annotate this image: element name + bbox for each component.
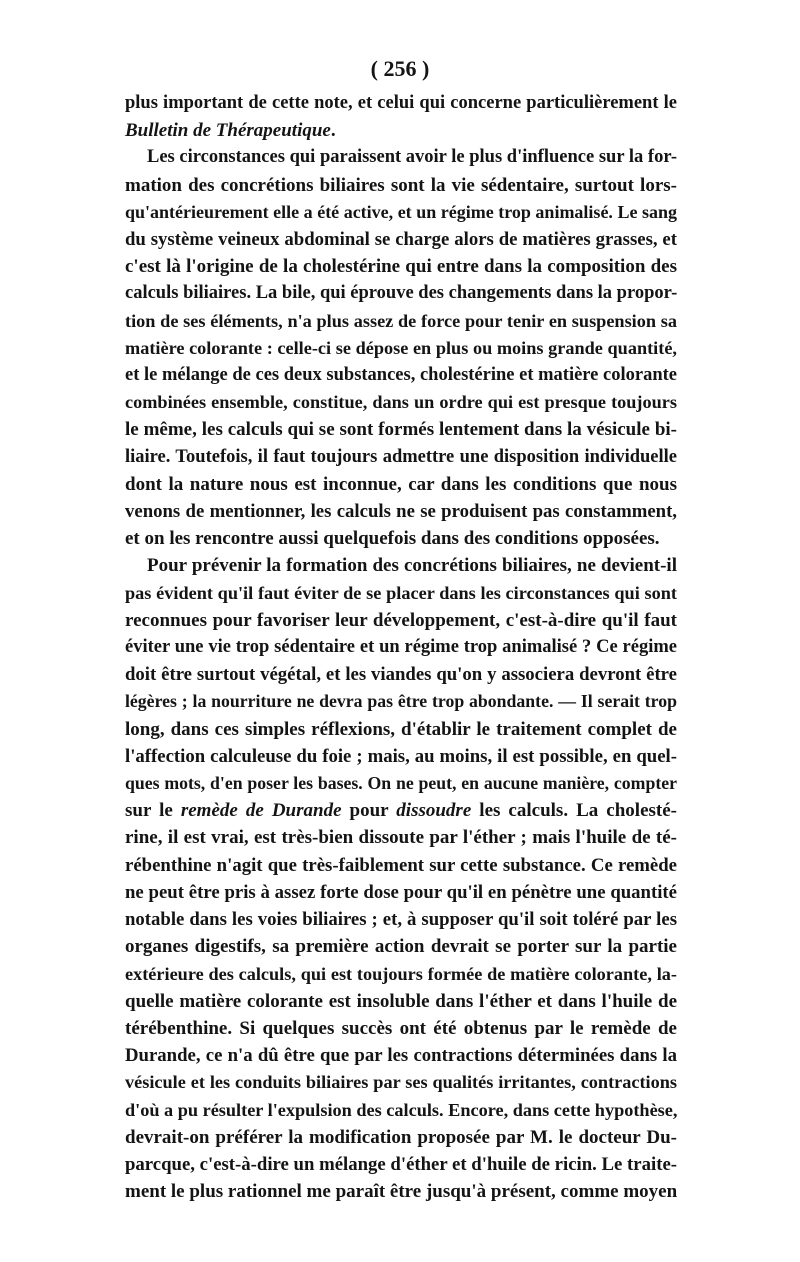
text-segment: ques mots, d'en poser les bases. On ne peut, en aucune manière, compter (125, 773, 677, 794)
text-segment: mation des concrétions biliaires sont la vie sédentaire, surtout lors- (125, 174, 677, 196)
text-segment: quelle matière colorante est insoluble dans l'éther et dans l'huile de (125, 990, 677, 1012)
text-line (125, 471, 677, 498)
text-segment: légères ; la nourriture ne devra pas être trop abondante. — Il serait trop (125, 691, 677, 712)
text-line (125, 852, 677, 879)
text-segment: reconnues pour favoriser leur développement, c'est-à-dire qu'il faut (125, 609, 677, 631)
text-line (125, 525, 677, 552)
text-segment: du système veineux abdominal se charge alors de matières grasses, et (125, 229, 677, 251)
text-segment: rébenthine n'agit que très-faiblement sur cette substance. Ce remède (125, 854, 677, 876)
text-line (125, 580, 677, 607)
text-segment: sur le (125, 800, 181, 822)
text-line (125, 117, 677, 144)
text-segment: les calculs. La cholesté- (471, 800, 678, 822)
text-segment: pour (341, 800, 397, 822)
text-line (125, 280, 677, 307)
text-line (125, 661, 677, 688)
text-segment: parcque, c'est-à-dire un mélange d'éther et d'huile de ricin. Le traite- (125, 1153, 678, 1175)
body-text (125, 90, 677, 1205)
text-segment: calculs biliaires. La bile, qui éprouve des changements dans la propor- (125, 283, 678, 304)
text-segment: l'affection calculeuse du foie ; mais, au moins, il est possible, en quel- (125, 745, 677, 767)
text-line (125, 1069, 677, 1096)
text-line (125, 335, 677, 362)
text-line (125, 906, 677, 933)
text-segment: matière colorante : celle-ci se dépose en plus ou moins grande quantité, (125, 337, 677, 358)
text-line (125, 1097, 677, 1124)
text-line (125, 933, 677, 960)
text-segment: tion de ses éléments, n'a plus assez de force pour tenir en suspension sa (125, 310, 677, 331)
text-line (125, 226, 677, 253)
text-segment: vésicule et les conduits biliaires par ses qualités irritantes, contractions (125, 1072, 677, 1093)
text-line (125, 1151, 677, 1178)
text-line (125, 1015, 677, 1042)
text-line (125, 797, 677, 824)
text-line (125, 1124, 677, 1151)
text-line (125, 1042, 677, 1069)
text-segment: ment le plus rationnel me paraît être jusqu'à présent, comme moyen (125, 1181, 678, 1203)
text-segment: ne peut être pris à assez forte dose pour qu'il en pénètre une quantité (125, 881, 677, 903)
page-number: ( 256 ) (370, 56, 430, 81)
text-segment: qu'antérieurement elle a été active, et un régime trop animalisé. Le sang (125, 201, 677, 222)
text-segment: et le mélange de ces deux substances, cholestérine et matière colorante (125, 365, 677, 386)
text-line (125, 988, 677, 1015)
italic-text: Bulletin de Thérapeutique (125, 120, 331, 142)
text-line (125, 961, 677, 988)
italic-text: remède de Durande (180, 800, 342, 822)
text-line (125, 172, 677, 199)
text-segment: organes digestifs, sa première action devrait se porter sur la partie (125, 936, 677, 958)
text-segment: éviter une vie trop sédentaire et un régime trop animalisé ? Ce régime (125, 637, 677, 658)
text-line (125, 1178, 677, 1205)
text-line (125, 90, 677, 117)
text-segment: devrait-on préférer la modification proposée par M. le docteur Du- (125, 1126, 677, 1148)
text-line (125, 498, 677, 525)
text-line (125, 253, 677, 280)
text-segment: doit être surtout végétal, et les viandes qu'on y associera devront être (125, 664, 677, 686)
text-line (125, 144, 677, 171)
text-segment: dont la nature nous est inconnue, car dans les conditions que nous (125, 473, 677, 495)
text-segment: extérieure des calculs, qui est toujours formée de matière colorante, la- (125, 963, 677, 984)
text-line (125, 199, 677, 226)
text-line (125, 743, 677, 770)
text-line (125, 444, 677, 471)
text-line (125, 824, 677, 851)
text-line (125, 552, 677, 579)
text-segment: pas évident qu'il faut éviter de se placer dans les circonstances qui sont (125, 582, 677, 603)
text-line (125, 607, 677, 634)
text-segment: rine, il est vrai, est très-bien dissoute par l'éther ; mais l'huile de té- (125, 827, 677, 849)
text-line (125, 308, 677, 335)
text-segment: long, dans ces simples réflexions, d'établir le traitement complet de (125, 718, 677, 740)
text-segment: d'où a pu résulter l'expulsion des calculs. Encore, dans cette hypothèse, (125, 1099, 678, 1120)
text-segment: . (330, 120, 336, 142)
text-segment: liaire. Toutefois, il faut toujours admettre une disposition individuelle (125, 446, 677, 467)
text-line (125, 770, 677, 797)
text-line (125, 416, 677, 443)
text-segment: térébenthine. Si quelques succès ont été obtenus par le remède de (125, 1017, 677, 1039)
text-line (125, 634, 677, 661)
text-line (125, 688, 677, 715)
text-line (125, 879, 677, 906)
text-segment: venons de mentionner, les calculs ne se produisent pas constamment, (125, 501, 677, 523)
text-segment: c'est là l'origine de la cholestérine qui entre dans la composition des (125, 256, 677, 278)
text-line (125, 389, 677, 416)
text-segment: Durande, ce n'a dû être que par les contractions déterminées dans la (125, 1045, 677, 1067)
text-line (125, 716, 677, 743)
text-segment: et on les rencontre aussi quelquefois dans des conditions opposées. (125, 528, 660, 550)
text-line (125, 362, 677, 389)
text-segment: plus important de cette note, et celui qui concerne particulièrement le (125, 93, 677, 113)
text-segment: notable dans les voies biliaires ; et, à supposer qu'il soit toléré par les (125, 909, 677, 931)
text-segment: combinées ensemble, constitue, dans un ordre qui est presque toujours (125, 392, 677, 413)
text-segment: Pour prévenir la formation des concrétions biliaires, ne devient-il (147, 555, 677, 577)
text-segment: le même, les calculs qui se sont formés lentement dans la vésicule bi- (125, 419, 677, 441)
italic-text: dissoudre (396, 800, 472, 822)
text-segment: Les circonstances qui paraissent avoir le plus d'influence sur la for- (147, 147, 677, 168)
